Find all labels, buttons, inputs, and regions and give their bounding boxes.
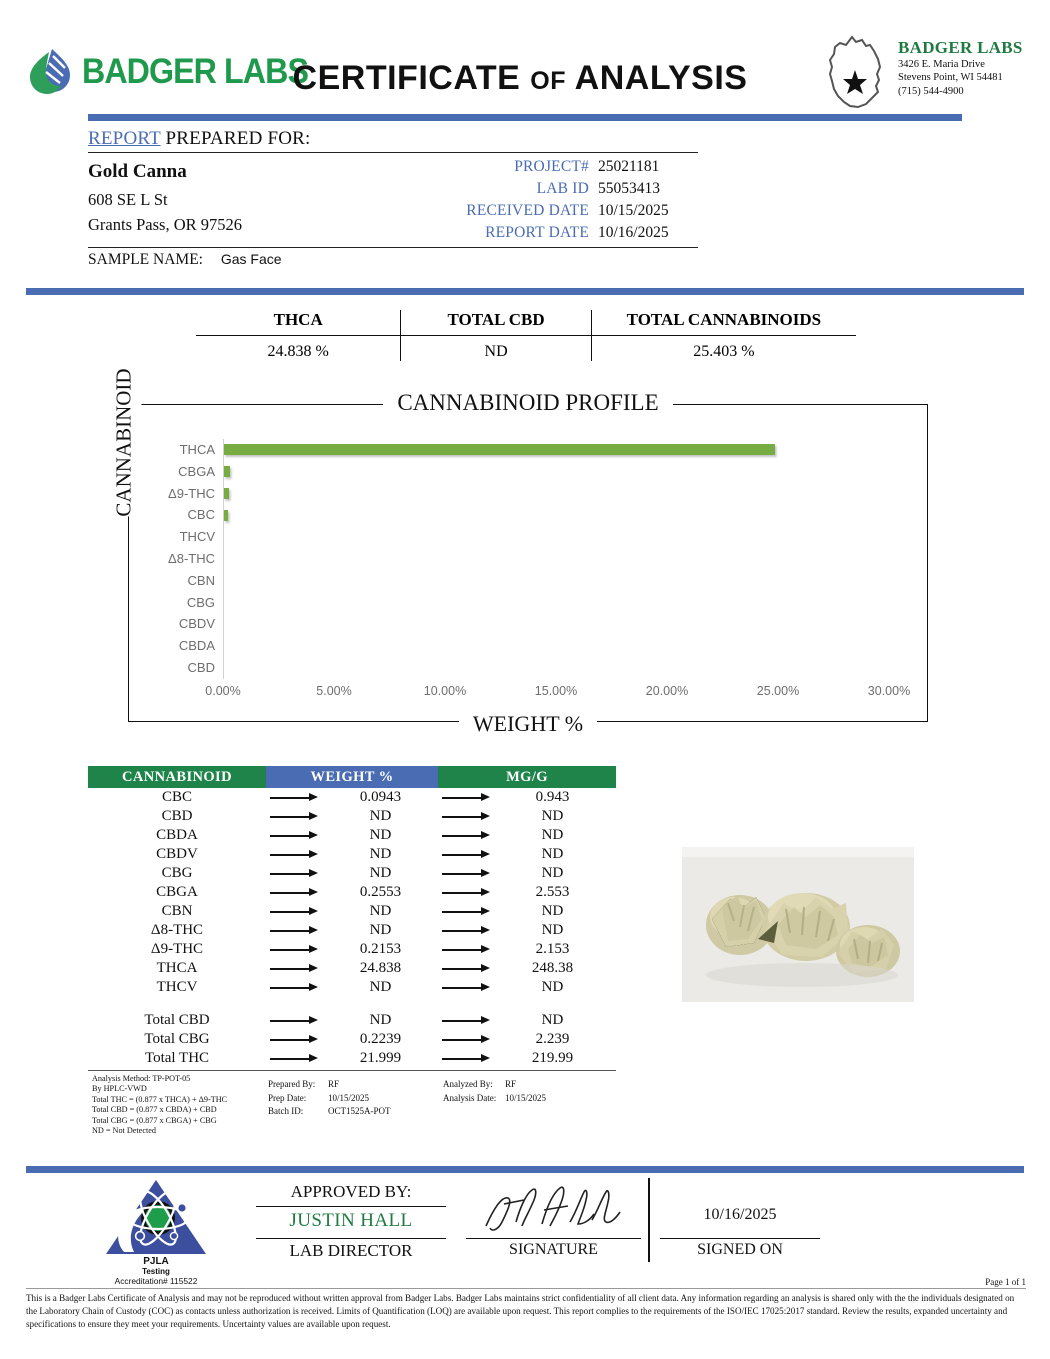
weight-percent-value: ND [369,865,392,881]
analyte-name: Δ8-THC [150,922,204,938]
prepared-by-label: Prepared By: [268,1079,316,1089]
results-header-weight: WEIGHT % [266,766,438,788]
arrow-icon [438,1030,495,1049]
chart-bar-row [224,526,889,548]
analysis-date-label: Analysis Date: [443,1092,497,1103]
chart-bars [224,439,889,679]
approval-block [88,1176,788,1286]
summary-header-row [196,310,856,335]
divider [256,1238,446,1239]
arrow-icon [266,826,323,845]
arrow-icon [438,807,495,826]
sample-name-value: Gas Face [220,251,282,267]
batch-id-label: Batch ID: [268,1106,304,1117]
chart-title: CANNABINOID PROFILE [383,390,672,415]
mgg-value: 2.239 [535,1031,570,1047]
chart-bar [224,444,775,455]
badger-labs-logo-icon [22,46,78,98]
prep-date-value: 10/15/2025 [328,1092,370,1103]
title-certificate: CERTIFICATE [292,59,521,97]
chart-plot-area [168,439,911,698]
chart-y-axis-title: CANNABINOID [106,368,142,516]
prepared-for-label: PREPARED FOR: [165,128,311,149]
note-instrument: By HPLC-VWD [92,1084,147,1094]
table-row [88,921,616,940]
chart-x-axis-title-wrap [128,711,928,737]
vertical-divider [648,1178,650,1262]
chart-x-tick: 20.00% [645,684,689,698]
report-word: REPORT [88,128,161,149]
analyte-name: CBD [161,808,193,824]
arrow-icon [438,883,495,902]
mgg-value: ND [541,979,564,995]
chart-title-wrap [128,390,928,416]
analyzed-by-label: Analyzed By: [443,1079,493,1089]
summary-results-table [196,310,856,361]
arrow-icon [438,940,495,959]
chart-x-tick: 25.00% [756,684,800,698]
chart-bar [224,466,230,477]
chart-x-tick: 15.00% [534,684,578,698]
labid-label: LAB ID [536,180,589,197]
chart-x-axis-ticks [183,684,929,702]
batch-id-value: OCT1525A-POT [328,1106,391,1117]
pjla-accreditation-icon [104,1178,208,1256]
analysis-meta [443,1078,546,1105]
meta-row-labid [368,180,698,202]
report-prepared-for-heading [88,128,698,150]
weight-percent-value: 0.2553 [359,884,402,900]
spacer [88,997,616,1011]
chart-bar-row [224,548,889,570]
chart-bar-row [224,657,889,679]
note-total-cbg-formula: Total CBG = (0.877 x CBGA) + CBG [92,1115,217,1125]
arrow-icon [438,826,495,845]
chart-y-label: CBDA [178,638,215,654]
received-label: RECEIVED DATE [466,202,589,219]
analyte-name: CBGA [156,884,198,900]
chart-x-tick: 5.00% [316,684,352,698]
weight-percent-value: ND [369,827,392,843]
arrow-icon [266,864,323,883]
chart-x-tick: 10.00% [423,684,467,698]
report-info-block [88,128,698,269]
arrow-icon [438,788,495,807]
divider [256,1206,446,1207]
chart-x-axis-title: WEIGHT % [459,711,597,736]
arrow-icon [438,959,495,978]
header-divider [88,114,962,121]
weight-percent-value: ND [369,846,392,862]
customer-address-line1: 608 SE L St [88,190,168,209]
mgg-value: ND [541,808,564,824]
weight-percent-value: 24.838 [359,960,402,976]
arrow-icon [266,1011,323,1030]
arrow-icon [438,864,495,883]
table-row [88,1030,616,1049]
table-row [88,788,616,807]
chart-y-label: THCV [179,529,215,545]
approver-role: LAB DIRECTOR [289,1241,413,1260]
approved-by-label: APPROVED BY: [290,1182,412,1201]
reportdate-label: REPORT DATE [485,224,589,241]
chart-y-label: CBGA [178,463,215,479]
page-title [275,58,765,101]
section-divider [26,288,1024,295]
chart-y-label: CBN [187,572,215,588]
meta-row-project [368,158,698,180]
table-row [88,940,616,959]
mgg-value: 2.153 [535,941,570,957]
results-header-row [88,766,616,788]
sample-name-row [88,251,698,269]
reportdate-value: 10/16/2025 [598,224,669,241]
customer-name: Gold Canna [88,161,187,182]
arrow-icon [438,845,495,864]
wisconsin-map-icon [822,34,892,112]
summary-header-total-cannabinoids: TOTAL CANNABINOIDS [591,310,856,335]
pjla-subtitle: Testing [142,1267,170,1276]
weight-percent-value: ND [369,808,392,824]
analyte-name: CBC [161,789,192,805]
meta-row-reportdate [368,224,698,246]
weight-percent-value: 21.999 [359,1050,402,1066]
divider [88,247,698,248]
lab-name: BADGER LABS [898,38,1023,57]
chart-x-tick: 0.00% [205,684,241,698]
arrow-icon [266,883,323,902]
mgg-value: 219.99 [531,1050,574,1066]
arrow-icon [266,921,323,940]
analyte-name: Δ9-THC [150,941,204,957]
arrow-icon [438,978,495,997]
table-row [88,1011,616,1030]
summary-header-total-cbd: TOTAL CBD [400,310,590,335]
chart-bar-row [224,504,889,526]
analyte-name: CBN [161,903,193,919]
chart-y-label: CBC [187,507,215,523]
signed-on-label: SIGNED ON [697,1241,783,1258]
arrow-icon [438,1011,495,1030]
divider [660,1238,820,1239]
table-row [88,864,616,883]
preparation-meta [268,1078,391,1119]
mgg-value: 2.553 [535,884,570,900]
results-rows [88,788,616,997]
chart-bar-row [224,635,889,657]
divider [26,1288,1026,1289]
footer-divider [26,1166,1024,1173]
mgg-value: ND [541,1012,564,1028]
note-total-thc-formula: Total THC = (0.877 x THCA) + Δ9-THC [92,1094,228,1104]
weight-percent-value: ND [369,922,392,938]
mgg-value: 0.943 [535,789,570,805]
chart-y-label: Δ8-THC [168,550,215,566]
analyte-name: CBG [161,865,193,881]
title-analysis: ANALYSIS [574,59,748,97]
weight-percent-value: 0.0943 [359,789,402,805]
analyte-name: CBDV [156,846,198,862]
meta-row-received [368,202,698,224]
chart-y-label: Δ9-THC [168,485,215,501]
chart-x-tick: 30.00% [867,684,911,698]
arrow-icon [266,902,323,921]
cannabinoid-profile-chart [128,404,928,722]
chart-y-label: CBG [186,594,215,610]
chart-bar-row [224,461,889,483]
report-meta-list [368,158,698,246]
note-nd-definition: ND = Not Detected [92,1126,156,1136]
weight-percent-value: ND [369,979,392,995]
results-totals-rows [88,1011,616,1068]
analyte-name: CBDA [156,827,198,843]
chart-bar-row [224,592,889,614]
analyte-name: Total THC [144,1050,210,1066]
weight-percent-value: 0.2153 [359,941,402,957]
weight-percent-value: 0.2239 [359,1031,402,1047]
note-total-cbd-formula: Total CBD = (0.877 x CBDA) + CBD [92,1105,217,1115]
summary-value-row [196,336,856,361]
table-row [88,1049,616,1068]
analyte-name: Total CBG [144,1031,210,1047]
mgg-value: ND [541,922,564,938]
signed-on-value: 10/16/2025 [703,1206,777,1223]
approver-name: JUSTIN HALL [289,1210,413,1231]
prepared-by-value: RF [328,1079,340,1089]
note-method: Analysis Method: TP-POT-05 [92,1074,191,1083]
chart-bar-row [224,483,889,505]
received-value: 10/15/2025 [598,202,669,219]
pjla-accreditation-number: Accreditation# 115522 [114,1276,198,1286]
page-number: Page 1 of 1 [985,1277,1026,1287]
lab-address-line1: 3426 E. Maria Drive [898,59,985,70]
signature-image [480,1182,630,1234]
arrow-icon [266,940,323,959]
summary-value-total-cbd: ND [400,336,590,361]
analyte-name: Total CBD [144,1012,210,1028]
mgg-value: 248.38 [531,960,574,976]
chart-bar-row [224,570,889,592]
customer-address-line2: Grants Pass, OR 97526 [88,215,243,234]
project-value: 25021181 [598,158,660,175]
arrow-icon [266,1030,323,1049]
chart-y-label: CBDV [178,616,215,632]
chart-bar-row [224,613,889,635]
table-row [88,959,616,978]
results-header-mgg: MG/G [438,766,616,788]
table-row [88,902,616,921]
divider [88,1070,616,1071]
lab-phone: (715) 544-4900 [898,85,964,97]
summary-value-thca: 24.838 % [267,343,329,360]
results-table [88,766,616,1071]
arrow-icon [266,959,323,978]
table-row [88,826,616,845]
table-row [88,978,616,997]
lab-address-line2: Stevens Point, WI 54481 [898,72,1003,84]
signature-label: SIGNATURE [509,1241,598,1258]
document-header [0,0,1050,118]
sample-name-label: SAMPLE NAME: [88,251,203,268]
arrow-icon [438,902,495,921]
summary-value-total-cannabinoids: 25.403 % [591,336,856,361]
analyzed-by-value: RF [505,1079,517,1089]
results-header-cannabinoid: CANNABINOID [88,766,266,788]
arrow-icon [266,788,323,807]
chart-bar [224,510,228,521]
chart-bar-row [224,439,889,461]
lab-contact-block [898,38,1048,98]
mgg-value: ND [541,865,564,881]
mgg-value: ND [541,846,564,862]
mgg-value: ND [541,903,564,919]
arrow-icon [438,1049,495,1068]
chart-bar [224,488,229,499]
summary-header-thca: THCA [273,310,323,329]
mgg-value: ND [541,827,564,843]
table-row [88,845,616,864]
arrow-icon [266,1049,323,1068]
chart-y-label: CBD [187,659,215,675]
brand-name: BADGER LABS [82,52,309,91]
arrow-icon [266,845,323,864]
table-row [88,883,616,902]
title-of: OF [530,67,566,95]
footer-disclaimer: This is a Badger Labs Certificate of Analysis and may not be reproduced without written approval from Badger Labs. Badger Labs maintains strict confidentiality of all client data. Any information regarding an analysis is shared only with the the individuals designated on the Laboratory Chain of Custody (COC) as contacts unless authorization is received. Limits of Quantification (LOQ) are available upon request. This report complies to the requirements of the ISO/IEC 17025:2017 standard. Review the results, expanded uncertainty and specifications to ensure they meet your requirements. Uncertainty values are available upon request. [26,1293,1015,1330]
analyte-name: THCV [156,979,198,995]
arrow-icon [438,921,495,940]
chart-y-label: THCA [179,442,215,457]
analyte-name: THCA [156,960,198,976]
divider [466,1238,641,1239]
arrow-icon [266,978,323,997]
labid-value: 55053413 [598,180,660,197]
table-row [88,807,616,826]
weight-percent-value: ND [369,1012,392,1028]
arrow-icon [266,807,323,826]
analysis-date-value: 10/15/2025 [505,1092,547,1103]
weight-percent-value: ND [369,903,392,919]
project-label: PROJECT# [514,158,589,175]
chart-y-axis-title-wrap [112,313,137,573]
pjla-name: PJLA [143,1256,169,1267]
prep-date-label: Prep Date: [268,1092,307,1103]
sample-photo [682,847,914,1002]
